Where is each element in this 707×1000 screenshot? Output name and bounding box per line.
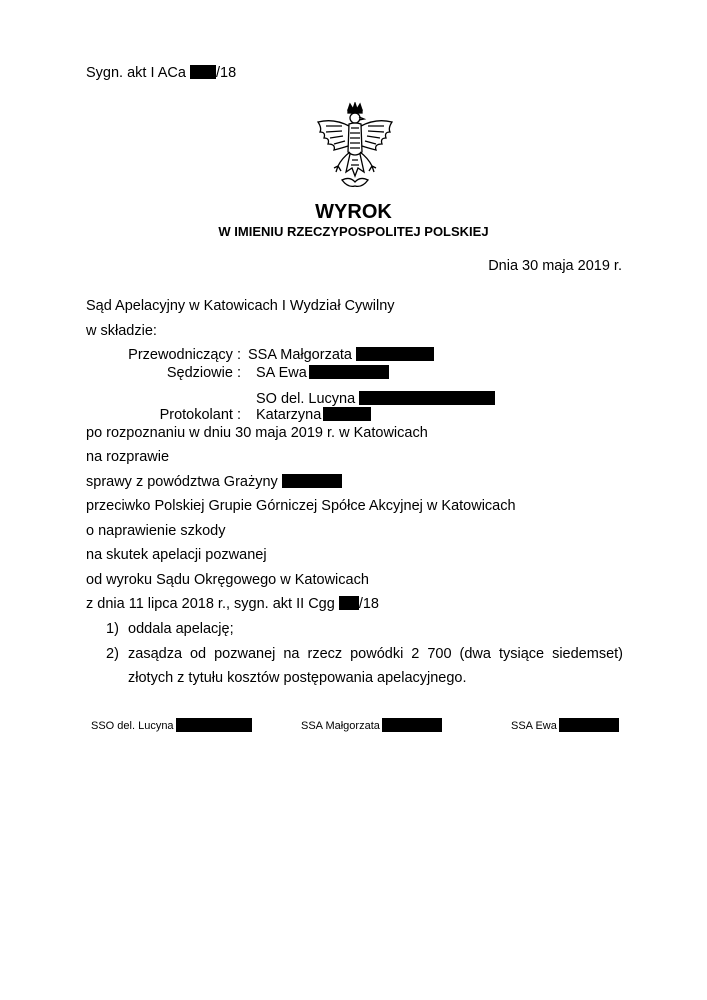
ruling-item-2-text-line1: zasądza od pozwanej na rzecz powódki 2 700 (dwa tysiące siedemset) (128, 646, 623, 662)
judges-label: Sędziowie : (166, 365, 241, 381)
redaction (382, 718, 442, 732)
line-session: na rozprawie (86, 449, 170, 465)
line-lower-court: od wyroku Sądu Okręgowego w Katowicach (86, 572, 369, 588)
line-plaintiff: sprawy z powództwa Grażyny (86, 473, 342, 491)
redaction (309, 365, 389, 379)
ruling-item-1-text: oddala apelację; (128, 621, 234, 637)
signature-1: SSO del. Lucyna (91, 717, 252, 735)
document-subtitle: W IMIENIU RZECZYPOSPOLITEJ POLSKIEJ (218, 224, 489, 239)
redaction (559, 718, 619, 732)
case-signature: Sygn. akt I ACa /18 (86, 65, 237, 81)
signature-2: SSA Małgorzata (301, 717, 442, 735)
redaction (339, 596, 359, 610)
redaction (176, 718, 252, 732)
court-name: Sąd Apelacyjny w Katowicach I Wydział Cywilny (86, 298, 395, 314)
line-hearing: po rozpoznaniu w dniu 30 maja 2019 r. w Katowicach (86, 425, 428, 441)
ruling-item-2-number: 2) (106, 646, 119, 662)
signature-3: SSA Ewa (511, 717, 619, 735)
redaction (359, 391, 495, 405)
clerk-label: Protokolant : (159, 407, 241, 423)
document-title: WYROK (315, 201, 392, 223)
clerk-name: Katarzyna (256, 406, 371, 424)
line-defendant: przeciwko Polskiej Grupie Górniczej Spółce Akcyjnej w Katowicach (86, 498, 516, 514)
redaction (190, 65, 216, 79)
line-claim: o naprawienie szkody (86, 523, 226, 539)
judgment-date: Dnia 30 maja 2019 r. (488, 258, 622, 274)
redaction (356, 347, 434, 361)
judge1-name: SA Ewa (256, 364, 389, 382)
eagle-emblem-icon (312, 102, 398, 192)
redaction (282, 474, 342, 488)
ruling-item-2-text-line2: złotych z tytułu kosztów postępowania apelacyjnego. (128, 670, 467, 686)
chair-name: SSA Małgorzata (248, 346, 434, 364)
line-appeal: na skutek apelacji pozwanej (86, 547, 267, 563)
judge2-name: SO del. Lucyna (256, 390, 495, 408)
ruling-item-1-number: 1) (106, 621, 119, 637)
redaction (323, 407, 371, 421)
chair-label: Przewodniczący : (128, 347, 241, 363)
line-lower-judgment: z dnia 11 lipca 2018 r., sygn. akt II Cgg /18 (86, 596, 379, 612)
composition-label: w składzie: (86, 323, 157, 339)
